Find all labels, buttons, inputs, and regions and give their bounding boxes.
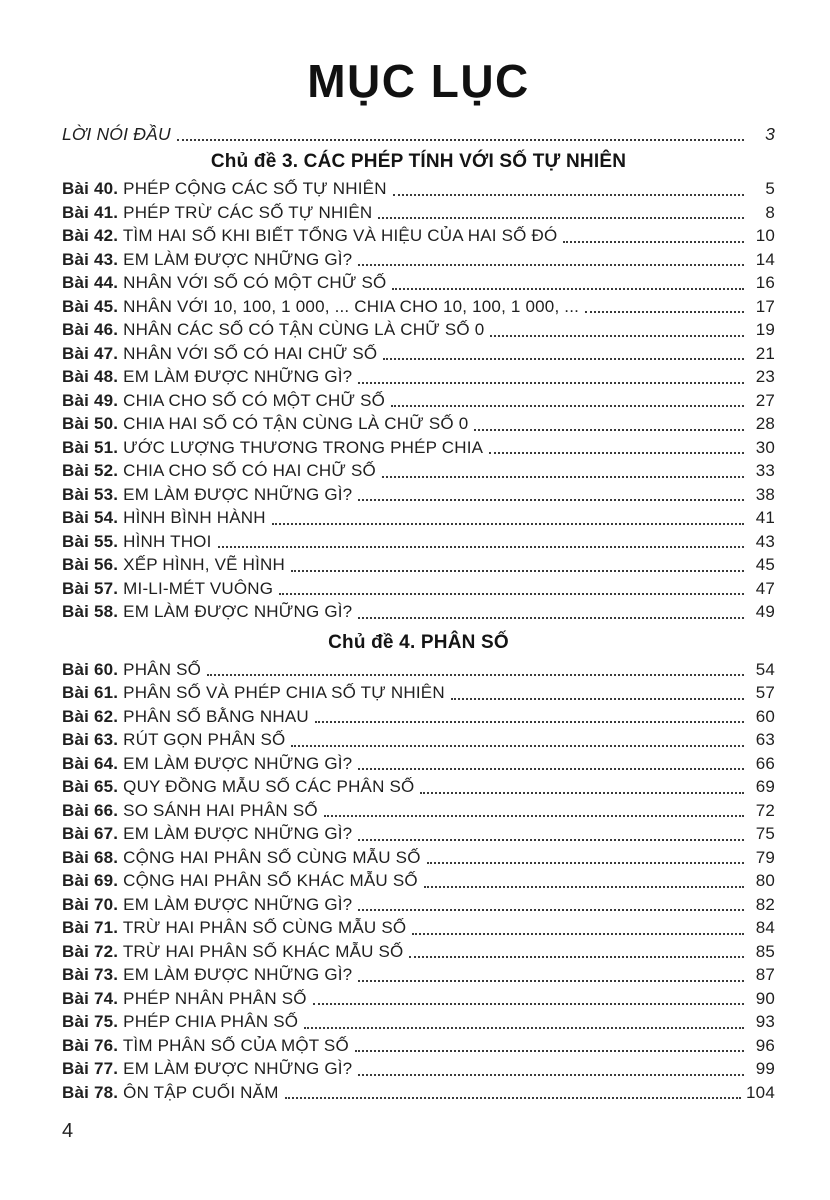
toc-entry-page: 23 — [755, 367, 775, 386]
dot-leader — [418, 869, 749, 893]
toc-entry-title: HÌNH THOI — [123, 531, 212, 551]
dot-leader — [318, 799, 749, 823]
toc-entry — [62, 224, 775, 248]
toc-entry-number: Bài 71. — [62, 918, 119, 937]
section-heading: Chủ đề 4. PHÂN SỐ — [328, 631, 509, 653]
toc-entry-label — [62, 1034, 349, 1058]
toc-entry-title: SO SÁNH HAI PHÂN SỐ — [123, 800, 318, 820]
toc-entry-title: EM LÀM ĐƯỢC NHỮNG GÌ? — [123, 753, 353, 773]
toc-entry-title: TRỪ HAI PHÂN SỐ KHÁC MẪU SỐ — [122, 941, 404, 961]
toc-entry-title: TÌM PHÂN SỐ CỦA MỘT SỐ — [122, 1035, 349, 1055]
toc-entry-number: Bài 53. — [62, 484, 119, 504]
dot-leader — [285, 728, 749, 752]
toc-entry-number: Bài 62. — [62, 706, 119, 726]
toc-entry-preface — [62, 122, 775, 146]
toc-entry-page: 69 — [755, 777, 775, 796]
toc-entry-label — [62, 553, 285, 577]
dot-leader — [352, 483, 749, 507]
toc-entry — [62, 658, 775, 682]
toc-entry-page: 45 — [755, 555, 775, 574]
toc-entry — [62, 963, 775, 987]
toc-entry-page: 90 — [755, 988, 775, 1008]
toc-entry-number: Bài 69. — [62, 871, 119, 890]
toc-entry-title: TÌM HAI SỐ KHI BIẾT TỔNG VÀ HIỆU CỦA HAI SỐ ĐÓ — [122, 226, 558, 245]
toc-entry-number: Bài 44. — [62, 273, 119, 292]
toc-entry-number: Bài 56. — [62, 555, 119, 574]
toc-entry-page: 28 — [755, 414, 775, 433]
toc-entry-label — [62, 436, 483, 460]
toc-entry-label — [62, 658, 201, 682]
toc-entry-label — [62, 799, 318, 823]
dot-leader — [406, 916, 749, 940]
toc-entry — [62, 1081, 775, 1105]
toc-entry-page: 17 — [755, 296, 775, 316]
toc-entry-title: EM LÀM ĐƯỢC NHỮNG GÌ? — [123, 894, 353, 914]
toc-entry-title: EM LÀM ĐƯỢC NHỮNG GÌ? — [123, 602, 353, 621]
toc-entry — [62, 201, 775, 225]
toc-entry-page: 47 — [755, 578, 775, 598]
toc-entry-title: EM LÀM ĐƯỢC NHỮNG GÌ? — [123, 824, 353, 843]
toc-entry — [62, 799, 775, 823]
toc-entry-page: 33 — [755, 461, 775, 480]
dot-leader — [212, 530, 749, 554]
toc-entry-title: EM LÀM ĐƯỢC NHỮNG GÌ? — [123, 249, 353, 269]
dot-leader — [484, 318, 749, 342]
toc-entry-title: PHÉP CHIA PHÂN SỐ — [123, 1012, 299, 1031]
toc-entry — [62, 940, 775, 964]
toc-entry-page: 66 — [755, 753, 775, 773]
toc-entry-number: Bài 75. — [62, 1012, 119, 1031]
toc-entry-number: Bài 58. — [62, 602, 119, 621]
toc-entry-page: 80 — [755, 871, 775, 890]
dot-leader — [414, 775, 749, 799]
toc-entry-title: CỘNG HAI PHÂN SỐ KHÁC MẪU SỐ — [123, 871, 418, 890]
toc-entry-page: 21 — [755, 343, 775, 363]
toc-entry-page: 63 — [755, 730, 775, 749]
toc-entry — [62, 987, 775, 1011]
toc-entry-number: Bài 55. — [62, 531, 119, 551]
toc-entry — [62, 916, 775, 940]
toc-entry-number: Bài 50. — [62, 414, 119, 433]
toc-entry-title: ÔN TẬP CUỐI NĂM — [123, 1082, 279, 1102]
dot-leader — [421, 846, 749, 870]
toc-entry-number: Bài 78. — [62, 1082, 119, 1102]
toc-entry-title: NHÂN VỚI SỐ CÓ HAI CHỮ SỐ — [123, 343, 378, 363]
toc-entry-title: EM LÀM ĐƯỢC NHỮNG GÌ? — [123, 484, 353, 504]
dot-leader — [201, 658, 749, 682]
toc-entry — [62, 271, 775, 295]
toc-entry-page: 75 — [755, 824, 775, 843]
dot-leader — [557, 224, 749, 248]
toc-entry-number: Bài 40. — [62, 179, 119, 198]
toc-entry-label — [62, 122, 171, 146]
dot-leader — [352, 600, 749, 624]
toc-entry-label — [62, 318, 484, 342]
toc-entry-number: Bài 42. — [62, 226, 119, 245]
toc-entry — [62, 1057, 775, 1081]
dot-leader — [579, 295, 749, 319]
toc-entry-page: 93 — [755, 1012, 775, 1031]
dot-leader — [298, 1010, 749, 1034]
toc-entry-label — [62, 530, 212, 554]
dot-leader — [352, 365, 749, 389]
toc-entry-label — [62, 940, 403, 964]
toc-entry-number: Bài 45. — [62, 296, 119, 316]
toc-entry-number: Bài 63. — [62, 730, 119, 749]
toc-entry-title: PHÉP NHÂN PHÂN SỐ — [123, 988, 307, 1008]
toc-entry-title: PHÉP TRỪ CÁC SỐ TỰ NHIÊN — [123, 202, 373, 222]
toc-entry — [62, 295, 775, 319]
dot-leader — [309, 705, 749, 729]
dot-leader — [372, 201, 749, 225]
toc-entry-page: 87 — [755, 965, 775, 984]
dot-leader — [352, 248, 749, 272]
toc-entry-number: Bài 66. — [62, 800, 119, 820]
toc-entry-number: Bài 48. — [62, 367, 119, 386]
toc-entry-number: Bài 57. — [62, 578, 119, 598]
toc-entry-page: 72 — [755, 800, 775, 820]
toc-entry — [62, 318, 775, 342]
dot-leader — [385, 389, 749, 413]
toc-entry-page: 84 — [755, 918, 775, 937]
toc-entry-number: Bài 72. — [62, 941, 119, 961]
toc-entry-page: 60 — [755, 706, 775, 726]
table-of-contents — [62, 122, 775, 1104]
toc-entry-label — [62, 728, 285, 752]
toc-entry-label — [62, 224, 557, 248]
toc-entry-number: Bài 64. — [62, 753, 119, 773]
toc-entry-number: Bài 52. — [62, 461, 119, 480]
toc-entry — [62, 365, 775, 389]
dot-leader — [445, 681, 749, 705]
toc-entry-title: HÌNH BÌNH HÀNH — [123, 508, 266, 527]
toc-entry — [62, 728, 775, 752]
toc-entry — [62, 1034, 775, 1058]
toc-entry — [62, 893, 775, 917]
dot-leader — [352, 752, 749, 776]
toc-entry — [62, 177, 775, 201]
toc-entry-number: Bài 73. — [62, 965, 119, 984]
toc-entry-label — [62, 459, 376, 483]
toc-entry — [62, 577, 775, 601]
toc-entry-title: TRỪ HAI PHÂN SỐ CÙNG MẪU SỐ — [122, 918, 407, 937]
toc-entry — [62, 775, 775, 799]
toc-entry-title: PHÂN SỐ BẰNG NHAU — [123, 706, 309, 726]
toc-entry-page: 96 — [755, 1035, 775, 1055]
toc-entry — [62, 869, 775, 893]
toc-entry-page: 19 — [755, 320, 775, 339]
toc-entry-label — [62, 342, 377, 366]
toc-entry — [62, 506, 775, 530]
toc-entry-page: 10 — [755, 226, 775, 245]
toc-entry-title: CHIA CHO SỐ CÓ HAI CHỮ SỐ — [123, 461, 376, 480]
toc-entry-number: Bài 61. — [62, 683, 119, 702]
toc-entry-label — [62, 681, 445, 705]
toc-entry-title: CỘNG HAI PHÂN SỐ CÙNG MẪU SỐ — [123, 847, 421, 867]
toc-entry-title: QUY ĐỒNG MẪU SỐ CÁC PHÂN SỐ — [123, 777, 415, 796]
toc-entry-title: EM LÀM ĐƯỢC NHỮNG GÌ? — [123, 1059, 353, 1078]
toc-entry-title: NHÂN CÁC SỐ CÓ TẬN CÙNG LÀ CHỮ SỐ 0 — [123, 320, 485, 339]
toc-entry-title: PHÂN SỐ VÀ PHÉP CHIA SỐ TỰ NHIÊN — [123, 683, 445, 702]
toc-entry-page: 85 — [755, 941, 775, 961]
toc-entry-title: NHÂN VỚI 10, 100, 1 000, ... CHIA CHO 10, 100, 1 000, ... — [123, 296, 580, 316]
toc-entry-number: Bài 49. — [62, 390, 119, 410]
dot-leader — [377, 342, 749, 366]
toc-entry-title: EM LÀM ĐƯỢC NHỮNG GÌ? — [123, 965, 353, 984]
dot-leader — [386, 271, 749, 295]
toc-entry-label — [62, 1010, 298, 1034]
toc-entry — [62, 530, 775, 554]
toc-entry-page: 16 — [755, 273, 775, 292]
toc-entry — [62, 389, 775, 413]
toc-entry-label — [62, 248, 352, 272]
toc-entry-page: 54 — [755, 659, 775, 679]
toc-entry — [62, 822, 775, 846]
toc-entry-number: Bài 70. — [62, 894, 119, 914]
toc-entry-label — [62, 295, 579, 319]
toc-entry-page: 79 — [755, 847, 775, 867]
toc-entry-label — [62, 506, 266, 530]
toc-entry-label — [62, 1057, 352, 1081]
toc-entry-number: Bài 77. — [62, 1059, 119, 1078]
toc-entry-label — [62, 916, 406, 940]
toc-entry-title: ƯỚC LƯỢNG THƯƠNG TRONG PHÉP CHIA — [123, 437, 484, 457]
toc-entry-label — [62, 600, 352, 624]
toc-entry-page: 49 — [755, 602, 775, 621]
dot-leader — [279, 1081, 746, 1105]
toc-entry-page: 99 — [755, 1059, 775, 1078]
dot-leader — [307, 987, 749, 1011]
toc-entry-label — [62, 822, 352, 846]
toc-entry-number: Bài 43. — [62, 249, 119, 269]
toc-entry-page: 3 — [765, 124, 775, 144]
toc-entry-label — [62, 412, 468, 436]
toc-entry-label — [62, 177, 387, 201]
dot-leader — [403, 940, 749, 964]
toc-entry-number: Bài 51. — [62, 437, 119, 457]
toc-entry — [62, 436, 775, 460]
toc-entry-label — [62, 869, 418, 893]
section-heading: Chủ đề 3. CÁC PHÉP TÍNH VỚI SỐ TỰ NHIÊN — [210, 151, 627, 172]
toc-entry-label — [62, 752, 352, 776]
dot-leader — [483, 436, 749, 460]
toc-entry-label — [62, 1081, 279, 1105]
toc-entry-number: Bài 76. — [62, 1035, 119, 1055]
dot-leader — [352, 963, 749, 987]
toc-entry-title: PHÂN SỐ — [123, 659, 202, 679]
toc-entry-title: LỜI NÓI ĐẦU — [62, 124, 171, 144]
dot-leader — [387, 177, 749, 201]
toc-entry-title: NHÂN VỚI SỐ CÓ MỘT CHỮ SỐ — [123, 273, 387, 292]
toc-entry — [62, 553, 775, 577]
toc-entry-page: 41 — [755, 508, 775, 527]
toc-entry-page: 38 — [755, 484, 775, 504]
toc-entry-label — [62, 365, 352, 389]
toc-entry — [62, 600, 775, 624]
toc-entry — [62, 846, 775, 870]
footer-page-number: 4 — [62, 1120, 74, 1142]
toc-entry — [62, 459, 775, 483]
toc-entry-number: Bài 41. — [62, 202, 119, 222]
dot-leader — [349, 1034, 749, 1058]
toc-entry-title: MI-LI-MÉT VUÔNG — [123, 578, 274, 598]
page-title: MỤC LỤC — [307, 55, 530, 107]
toc-entry-page: 8 — [765, 202, 775, 222]
toc-entry-number: Bài 67. — [62, 824, 119, 843]
toc-entry — [62, 483, 775, 507]
dot-leader — [468, 412, 749, 436]
toc-entry-label — [62, 987, 307, 1011]
toc-entry-label — [62, 271, 386, 295]
toc-entry — [62, 248, 775, 272]
toc-entry-label — [62, 846, 421, 870]
dot-leader — [352, 822, 749, 846]
toc-entry-number: Bài 47. — [62, 343, 119, 363]
toc-entry-page: 5 — [765, 179, 775, 198]
toc-entry-label — [62, 201, 372, 225]
toc-entry-number: Bài 60. — [62, 659, 119, 679]
dot-leader — [352, 893, 749, 917]
dot-leader — [376, 459, 749, 483]
toc-entry-number: Bài 68. — [62, 847, 119, 867]
toc-entry-number: Bài 65. — [62, 777, 119, 796]
toc-entry-page: 30 — [755, 437, 775, 457]
toc-entry-number: Bài 54. — [62, 508, 119, 527]
toc-entry — [62, 705, 775, 729]
toc-entry — [62, 412, 775, 436]
dot-leader — [171, 122, 749, 146]
toc-entry-page: 14 — [755, 249, 775, 269]
toc-entry-label — [62, 893, 352, 917]
toc-entry-label — [62, 483, 352, 507]
toc-entry — [62, 752, 775, 776]
toc-entry-title: EM LÀM ĐƯỢC NHỮNG GÌ? — [123, 367, 353, 386]
toc-entry — [62, 681, 775, 705]
toc-entry — [62, 342, 775, 366]
toc-entry-title: CHIA HAI SỐ CÓ TẬN CÙNG LÀ CHỮ SỐ 0 — [123, 414, 469, 433]
toc-entry-page: 82 — [755, 894, 775, 914]
toc-entry-title: RÚT GỌN PHÂN SỐ — [123, 730, 286, 749]
toc-entry-number: Bài 46. — [62, 320, 119, 339]
dot-leader — [352, 1057, 749, 1081]
toc-entry-page: 27 — [755, 390, 775, 410]
toc-entry-label — [62, 389, 385, 413]
toc-entry — [62, 1010, 775, 1034]
toc-entry-page: 57 — [755, 683, 775, 702]
toc-entry-label — [62, 963, 352, 987]
toc-entry-page: 104 — [746, 1082, 775, 1102]
toc-entry-label — [62, 775, 414, 799]
toc-entry-label — [62, 577, 273, 601]
toc-entry-title: PHÉP CỘNG CÁC SỐ TỰ NHIÊN — [123, 179, 387, 198]
toc-entry-label — [62, 705, 309, 729]
dot-leader — [273, 577, 749, 601]
dot-leader — [266, 506, 749, 530]
toc-entry-number: Bài 74. — [62, 988, 119, 1008]
toc-entry-title: XẾP HÌNH, VẼ HÌNH — [123, 555, 285, 574]
toc-entry-page: 43 — [755, 531, 775, 551]
dot-leader — [285, 553, 749, 577]
toc-entry-title: CHIA CHO SỐ CÓ MỘT CHỮ SỐ — [123, 390, 386, 410]
